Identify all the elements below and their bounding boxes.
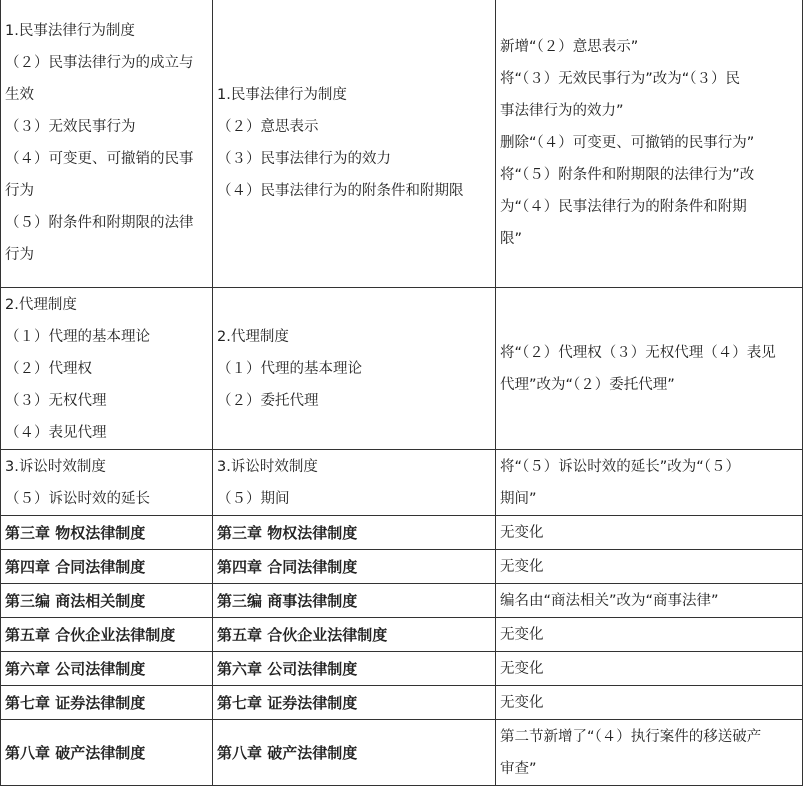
cell-line: 3.诉讼时效制度 [217,458,318,475]
new-cell [213,686,496,720]
new-cell [213,584,496,618]
new-cell [213,450,496,516]
table-row [1,652,803,686]
cell-line: 第四章 合同法律制度 [5,557,146,576]
new-cell [213,618,496,652]
cell-line: （３）无效民事行为 [5,119,136,135]
cell-line: 限” [500,231,523,247]
new-cell [213,652,496,686]
cell-line: （２）民事法律行为的成立与 [5,55,194,71]
cell-line: （５）附条件和附期限的法律 [5,215,194,231]
cell-line: 为“（４）民事法律行为的附条件和附期 [500,199,747,215]
cell-line: （１）代理的基本理论 [5,328,150,345]
change-cell [496,618,803,652]
table-row [1,0,803,288]
cell-line: （２）意思表示 [217,119,319,135]
table-row [1,686,803,720]
cell-line: 1.民事法律行为制度 [5,23,135,39]
cell-line: 无变化 [500,694,544,711]
change-cell [496,584,803,618]
cell-line: 1.民事法律行为制度 [217,87,347,103]
change-cell [496,686,803,720]
change-cell [496,652,803,686]
cell-line: （３）民事法律行为的效力 [217,151,391,167]
new-cell [213,516,496,550]
old-cell [1,550,213,584]
cell-line: 无变化 [500,626,544,643]
old-cell [1,720,213,786]
cell-line: 行为 [5,247,34,263]
cell-line: 第六章 公司法律制度 [217,659,358,678]
cell-line: 第七章 证券法律制度 [217,693,358,712]
cell-line: 第四章 合同法律制度 [217,557,358,576]
change-cell [496,720,803,786]
cell-line: 2.代理制度 [5,296,77,313]
change-cell [496,550,803,584]
old-cell [1,618,213,652]
table-row [1,720,803,786]
cell-line: （３）无权代理 [5,392,107,409]
cell-line: 第五章 合伙企业法律制度 [217,625,388,644]
cell-line: 审查” [500,760,537,777]
cell-line: 第八章 破产法律制度 [217,743,358,762]
cell-line: 编名由“商法相关”改为“商事法律” [500,592,719,609]
cell-line: （４）表见代理 [5,424,107,441]
table-row [1,550,803,584]
cell-line: （２）代理权 [5,360,92,377]
cell-line: 第七章 证券法律制度 [5,693,146,712]
cell-line: 将“（５）附条件和附期限的法律行为”改 [500,167,755,183]
cell-line: 2.代理制度 [217,328,289,345]
table-row [1,618,803,652]
new-cell [213,288,496,450]
cell-line: （５）期间 [217,490,290,507]
cell-line: 新增“（２）意思表示” [500,39,639,55]
change-cell [496,288,803,450]
table-row [1,516,803,550]
old-cell [1,652,213,686]
cell-line: 生效 [5,87,34,103]
cell-line: （４）可变更、可撤销的民事 [5,151,194,167]
cell-line: 第八章 破产法律制度 [5,743,146,762]
old-cell [1,584,213,618]
cell-line: 第六章 公司法律制度 [5,659,146,678]
cell-line: 第二节新增了“（４）执行案件的移送破产 [500,728,762,745]
cell-line: （５）诉讼时效的延长 [5,490,150,507]
cell-line: 无变化 [500,558,544,575]
cell-line: 将“（２）代理权（３）无权代理（４）表见 [500,344,776,361]
comparison-table-body [1,0,803,786]
change-cell [496,516,803,550]
cell-line: （１）代理的基本理论 [217,360,362,377]
cell-line: 删除“（４）可变更、可撤销的民事行为” [500,135,755,151]
cell-line: 3.诉讼时效制度 [5,458,106,475]
old-cell [1,686,213,720]
cell-line: 将“（５）诉讼时效的延长”改为“（５） [500,458,741,475]
cell-line: 第五章 合伙企业法律制度 [5,625,176,644]
change-cell [496,0,803,288]
new-cell [213,550,496,584]
old-cell [1,0,213,288]
cell-line: 事法律行为的效力” [500,103,624,119]
table-row [1,450,803,516]
change-cell [496,450,803,516]
table-row [1,584,803,618]
cell-line: 第三章 物权法律制度 [5,523,146,542]
cell-line: 将“（３）无效民事行为”改为“（３）民 [500,71,741,87]
new-cell [213,0,496,288]
cell-line: 无变化 [500,660,544,677]
table-row [1,288,803,450]
cell-line: （２）委托代理 [217,392,319,409]
cell-line: （４）民事法律行为的附条件和附期限 [217,183,464,199]
cell-line: 无变化 [500,524,544,541]
cell-line: 代理”改为“（２）委托代理” [500,376,675,393]
cell-line: 第三编 商事法律制度 [217,591,358,610]
cell-line: 行为 [5,183,34,199]
new-cell [213,720,496,786]
cell-line: 第三编 商法相关制度 [5,591,146,610]
old-cell [1,516,213,550]
cell-line: 第三章 物权法律制度 [217,523,358,542]
old-cell [1,288,213,450]
old-cell [1,450,213,516]
cell-line: 期间” [500,490,537,507]
